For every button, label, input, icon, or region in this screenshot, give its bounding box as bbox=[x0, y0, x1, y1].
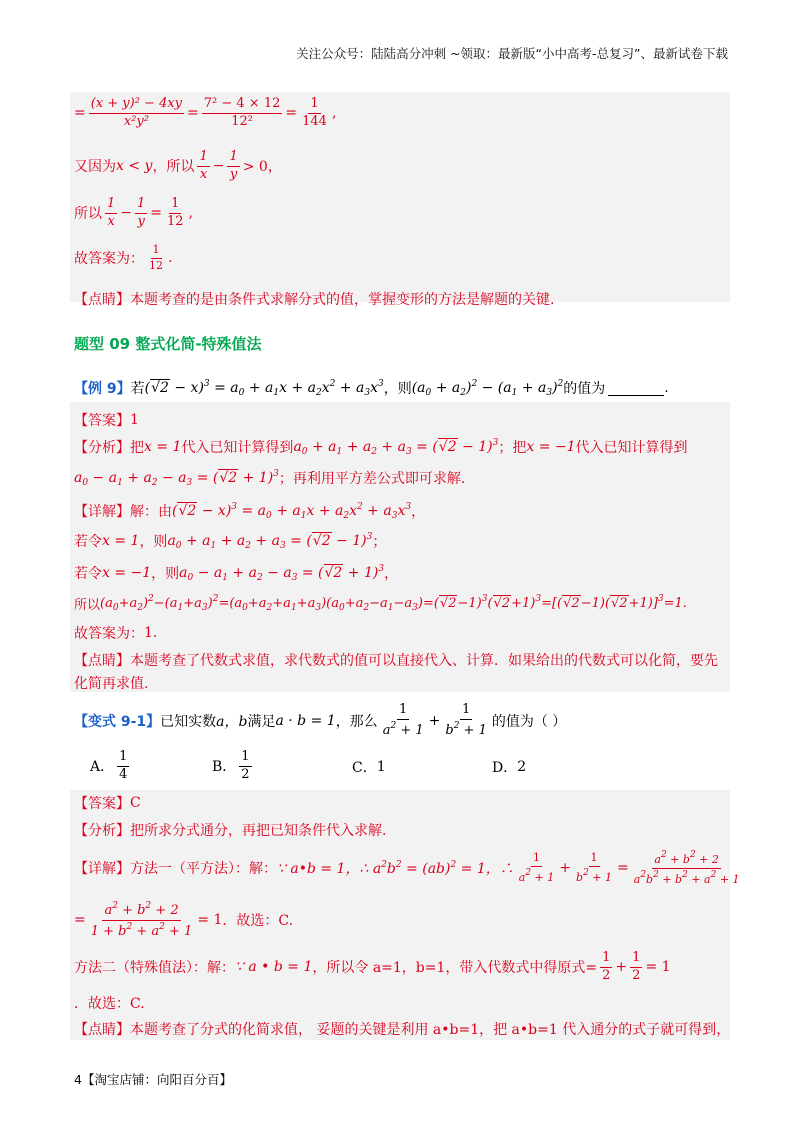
variant-9-1-question: 【变式 9-1】 已知实数 a，b 满足 a · b = 1 ，那么 $\frac{1}{a^2 + 1}$ + $\frac{1}{b^2 + 1}$ 的值为（ ） bbox=[74, 702, 567, 738]
example-9-detail-3: 若令 x = −1 ，则 $a_0 - a_1 + a_2 - a_3 = (√2 + 1)^3$ ， bbox=[74, 563, 399, 583]
solution-line-1: = $\frac{\text{(x + y)² − 4xy}}{\text{x²y²}}$ = $\frac{\text{7² − 4 × 12}}{\text{12²}}$ = $\frac{1}{144}$ , bbox=[74, 96, 337, 129]
example-9-comment-1: 【点睛】 本题考查了代数式求值，求代数式的值可以直接代入、计算．如果给出的代数式可以化简，要先 bbox=[74, 653, 718, 669]
variant-analysis: 【分析】 把所求分式通分，再把已知条件代入求解. bbox=[74, 823, 387, 839]
page-footer bbox=[74, 1070, 232, 1088]
solution-comment: 【点睛】 本题考查的是由条件式求解分式的值，掌握变形的方法是解题的关键. bbox=[74, 292, 555, 308]
variant-detail-1: 【详解】 方法一（平方法）：解： ∵ a•b = 1，∴ $a^2b^2 = (ab)^2 = 1$，∴ $\frac{1}{a^2 + 1}$ + $\frac{1}{b^2 + 1}$ = $\frac{a^2 + b^2 + 2}{a^2b^2 + b^2 + a^2 + 1}$ bbox=[74, 850, 740, 886]
variant-answer: 【答案】 C bbox=[74, 795, 141, 812]
page-header: 关注公众号：陆陆高分冲刺 ~领取：最新版“小中高考-总复习”、最新试卷下载 bbox=[296, 46, 728, 61]
option-c[interactable]: C． 1 bbox=[352, 759, 386, 776]
example-9-detail-2: 若令 x = 1 ，则 $a_0 + a_1 + a_2 + a_3 = (√2 - 1)^3$ ； bbox=[74, 531, 387, 551]
example-9-comment-2: 化简再求值. bbox=[74, 676, 149, 692]
option-d[interactable]: D． 2 bbox=[492, 759, 527, 776]
section-title: 题型 09 整式化简-特殊值法 bbox=[74, 335, 262, 353]
solution-line-2: 又因为 x < y ，所以 $\frac{1}{x}$ − $\frac{1}{y}$ > 0， bbox=[74, 149, 282, 182]
example-9-question: 【例 9】 若 $(√2 - x)^3 = a_0 + a_1x + a_2x^2 + a_3x^3$ ，则 $(a_0 + a_2)^2 - (a_1 + a_3)^2$ 的值为 . bbox=[74, 378, 669, 398]
example-9-analysis-1: 【分析】 把 x = 1 代入已知计算得到 $a_0 + a_1 + a_2 + a_3 = (√2 - 1)^3$ ；把 x = −1 代入已知计算得到 bbox=[74, 437, 688, 457]
example-9-answer: 【答案】 1 bbox=[74, 412, 139, 429]
fraction: $\frac{\text{7² − 4 × 12}}{\text{12²}}$ bbox=[203, 96, 281, 129]
example-9-analysis-2: $a_0 - a_1 + a_2 - a_3 = (√2 + 1)^3$ ；再利用平方差公式即可求解. bbox=[74, 468, 466, 488]
option-a[interactable]: A． $\frac{1}{4}$ bbox=[90, 749, 128, 782]
variant-detail-3: 方法二（特殊值法）：解： ∵ a • b = 1 ，所以令 a=1，b=1，带入代数式中得原式= $\frac{1}{2}$ + $\frac{1}{2}$ = 1 bbox=[74, 950, 671, 983]
shop-info: 【淘宝店铺：向阳百分百】 bbox=[81, 1072, 232, 1087]
variant-comment: 【点睛】 本题考查了分式的化简求值， 妥题的关键是利用 a•b=1，把 a•b=1 代入通分的式子就可得到， bbox=[74, 1022, 731, 1038]
fraction: $\frac{1}{144}$ bbox=[302, 96, 327, 129]
example-9-detail-4: 所以 $(a_0+a_2)^2-(a_1+a_3)^2=(a_0+a_2+a_1+a_3)(a_0+a_2-a_1-a_3)=(√2-1)^3(√2+1)^3=[(√2-1)(√2+1)]^3=1$. bbox=[74, 594, 687, 613]
answer-blank bbox=[608, 381, 664, 396]
example-9-final: 故答案为： 1. bbox=[74, 625, 158, 642]
solution-line-3: 所以 $\frac{1}{x}$ − $\frac{1}{y}$ = $\frac{1}{12}$ , bbox=[74, 196, 194, 229]
solution-answer: 故答案为： $\frac{1}{12}$ . bbox=[74, 243, 173, 272]
variant-detail-2: = $\frac{a^2 + b^2 + 2}{1 + b^2 + a^2 + 1}$ = 1 ．故选：C. bbox=[74, 901, 294, 939]
option-b[interactable]: B． $\frac{1}{2}$ bbox=[212, 749, 250, 782]
example-9-detail-1: 【详解】 解：由 $(√2 - x)^3 = a_0 + a_1x + a_2x^2 + a_3x^3$ ， bbox=[74, 501, 426, 521]
page-number: 4 bbox=[74, 1072, 82, 1087]
fraction: $\frac{\text{(x + y)² − 4xy}}{\text{x²y²}}$ bbox=[90, 96, 183, 129]
variant-detail-4: ．故选：C. bbox=[74, 996, 145, 1012]
